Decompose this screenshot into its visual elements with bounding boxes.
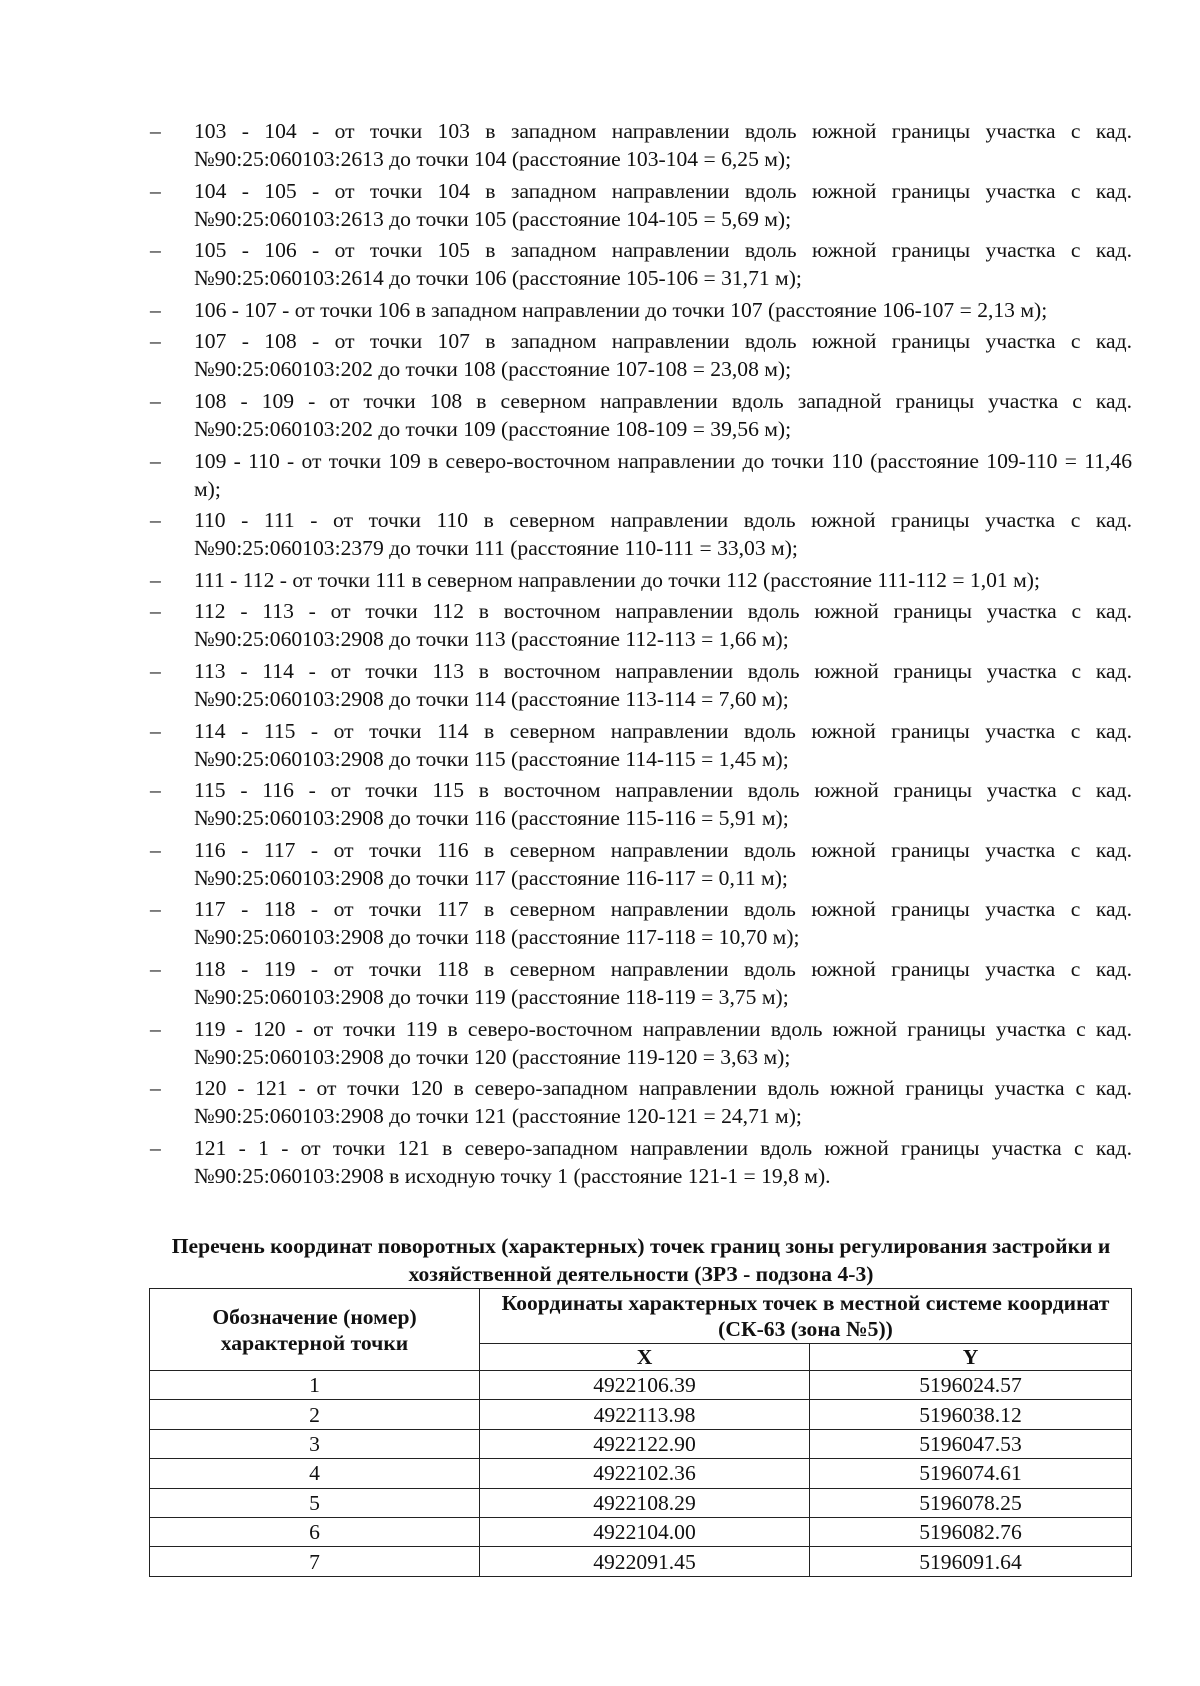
list-item [150, 597, 1132, 653]
point-number-header: Обозначение (номер) характерной точки [150, 1289, 480, 1371]
list-item [150, 296, 1132, 324]
boundary-description-list [150, 117, 1132, 1193]
bullet-dash: – [150, 238, 161, 263]
list-item [150, 327, 1132, 383]
list-item-text: 105 - 106 - от точки 105 в западном направлении вдоль южной границы участка с кад. №90:25:060103:2614 до точки 106 (расстояние 105-106 = 31,71 м); [194, 238, 1132, 291]
list-item [150, 955, 1132, 1011]
list-item-text: 118 - 119 - от точки 118 в северном направлении вдоль южной границы участка с кад. №90:25:060103:2908 до точки 119 (расстояние 118-119 = 3,75 м); [194, 956, 1132, 1009]
x-coordinate-cell: 4922108.29 [480, 1488, 810, 1517]
table-row [150, 1400, 1132, 1429]
bullet-dash: – [150, 778, 161, 803]
list-item [150, 776, 1132, 832]
y-coordinate-cell: 5196024.57 [810, 1371, 1132, 1400]
list-item-text: 119 - 120 - от точки 119 в северо-восточном направлении вдоль южной границы участка с кад. №90:25:060103:2908 до точки 120 (расстояние 119-120 = 3,63 м); [194, 1016, 1132, 1069]
y-coordinate-cell: 5196074.61 [810, 1459, 1132, 1488]
list-item [150, 566, 1132, 594]
list-item [150, 236, 1132, 292]
list-item [150, 657, 1132, 713]
point-number-cell: 2 [150, 1400, 480, 1429]
list-item-text: 112 - 113 - от точки 112 в восточном направлении вдоль южной границы участка с кад. №90:25:060103:2908 до точки 113 (расстояние 112-113 = 1,66 м); [194, 599, 1132, 652]
list-item-text: 115 - 116 - от точки 115 в восточном направлении вдоль южной границы участка с кад. №90:25:060103:2908 до точки 116 (расстояние 115-116 = 5,91 м); [194, 778, 1132, 831]
bullet-dash: – [150, 329, 161, 354]
point-number-cell: 5 [150, 1488, 480, 1517]
bullet-dash: – [150, 837, 161, 862]
list-item-text: 117 - 118 - от точки 117 в северном направлении вдоль южной границы участка с кад. №90:25:060103:2908 до точки 118 (расстояние 117-118 = 10,70 м); [194, 897, 1132, 950]
list-item [150, 387, 1132, 443]
bullet-dash: – [150, 1016, 161, 1041]
list-item-text: 113 - 114 - от точки 113 в восточном направлении вдоль южной границы участка с кад. №90:25:060103:2908 до точки 114 (расстояние 113-114 = 7,60 м); [194, 658, 1132, 711]
x-coordinate-cell: 4922113.98 [480, 1400, 810, 1429]
list-item [150, 1134, 1132, 1190]
list-item-text: 114 - 115 - от точки 114 в северном направлении вдоль южной границы участка с кад. №90:25:060103:2908 до точки 115 (расстояние 114-115 = 1,45 м); [194, 718, 1132, 771]
y-coordinate-cell: 5196091.64 [810, 1547, 1132, 1576]
list-item-text: 111 - 112 - от точки 111 в северном направлении до точки 112 (расстояние 111-112 = 1,01 м); [194, 567, 1040, 592]
coordinates-table [149, 1288, 1132, 1577]
table-row [150, 1547, 1132, 1576]
list-item-text: 104 - 105 - от точки 104 в западном направлении вдоль южной границы участка с кад. №90:25:060103:2613 до точки 105 (расстояние 104-105 = 5,69 м); [194, 178, 1132, 231]
table-row [150, 1429, 1132, 1458]
table-row [150, 1517, 1132, 1546]
table-row [150, 1371, 1132, 1400]
bullet-dash: – [150, 718, 161, 743]
bullet-dash: – [150, 297, 161, 322]
x-coordinate-cell: 4922106.39 [480, 1371, 810, 1400]
list-item-text: 110 - 111 - от точки 110 в северном направлении вдоль южной границы участка с кад. №90:25:060103:2379 до точки 111 (расстояние 110-111 = 33,03 м); [194, 508, 1132, 561]
coordinates-header: Координаты характерных точек в местной системе координат (СК-63 (зона №5)) [480, 1289, 1132, 1344]
list-item-text: 106 - 107 - от точки 106 в западном направлении до точки 107 (расстояние 106-107 = 2,13 м); [194, 297, 1048, 322]
y-coordinate-cell: 5196047.53 [810, 1429, 1132, 1458]
point-number-cell: 6 [150, 1517, 480, 1546]
table-title: Перечень координат поворотных (характерных) точек границ зоны регулирования застройки и хозяйственной деятельности (ЗРЗ - подзона 4-3) [171, 1234, 1111, 1286]
bullet-dash: – [150, 658, 161, 683]
y-coordinate-cell: 5196078.25 [810, 1488, 1132, 1517]
list-item-text: 103 - 104 - от точки 103 в западном направлении вдоль южной границы участка с кад. №90:25:060103:2613 до точки 104 (расстояние 103-104 = 6,25 м); [194, 119, 1132, 171]
list-item-text: 107 - 108 - от точки 107 в западном направлении вдоль южной границы участка с кад. №90:25:060103:202 до точки 108 (расстояние 107-108 = 23,08 м); [194, 329, 1132, 382]
x-coordinate-cell: 4922102.36 [480, 1459, 810, 1488]
list-item [150, 1015, 1132, 1071]
bullet-dash: – [150, 178, 161, 203]
bullet-dash: – [150, 956, 161, 981]
x-coordinate-cell: 4922122.90 [480, 1429, 810, 1458]
point-number-cell: 4 [150, 1459, 480, 1488]
list-item-text: 109 - 110 - от точки 109 в северо-восточном направлении до точки 110 (расстояние 109-110 = 11,46 м); [194, 448, 1132, 501]
bullet-dash: – [150, 567, 161, 592]
coordinates-table-container [149, 1288, 1131, 1577]
list-item [150, 177, 1132, 233]
point-number-cell: 1 [150, 1371, 480, 1400]
bullet-dash: – [150, 599, 161, 624]
point-number-cell: 3 [150, 1429, 480, 1458]
bullet-dash: – [150, 1135, 161, 1160]
list-item [150, 717, 1132, 773]
bullet-dash: – [150, 448, 161, 473]
y-coordinate-cell: 5196082.76 [810, 1517, 1132, 1546]
list-item-text: 120 - 121 - от точки 120 в северо-западном направлении вдоль южной границы участка с кад. №90:25:060103:2908 до точки 121 (расстояние 120-121 = 24,71 м); [194, 1076, 1132, 1129]
x-column-header: X [480, 1344, 810, 1371]
bullet-dash: – [150, 119, 161, 143]
y-coordinate-cell: 5196038.12 [810, 1400, 1132, 1429]
x-coordinate-cell: 4922091.45 [480, 1547, 810, 1576]
list-item [150, 895, 1132, 951]
point-number-cell: 7 [150, 1547, 480, 1576]
list-item [150, 117, 1132, 173]
list-item [150, 506, 1132, 562]
y-column-header: Y [810, 1344, 1132, 1371]
x-coordinate-cell: 4922104.00 [480, 1517, 810, 1546]
bullet-dash: – [150, 897, 161, 922]
list-item-text: 121 - 1 - от точки 121 в северо-западном направлении вдоль южной границы участка с кад. №90:25:060103:2908 в исходную точку 1 (расстояние 121-1 = 19,8 м). [194, 1135, 1132, 1188]
bullet-dash: – [150, 508, 161, 533]
list-item [150, 447, 1132, 503]
bullet-dash: – [150, 388, 161, 413]
bullet-dash: – [150, 1076, 161, 1101]
list-item-text: 108 - 109 - от точки 108 в северном направлении вдоль западной границы участка с кад. №90:25:060103:202 до точки 109 (расстояние 108-109 = 39,56 м); [194, 388, 1132, 441]
list-item [150, 1074, 1132, 1130]
table-row [150, 1488, 1132, 1517]
table-row [150, 1459, 1132, 1488]
list-item [150, 836, 1132, 892]
list-item-text: 116 - 117 - от точки 116 в северном направлении вдоль южной границы участка с кад. №90:25:060103:2908 до точки 117 (расстояние 116-117 = 0,11 м); [194, 837, 1132, 890]
